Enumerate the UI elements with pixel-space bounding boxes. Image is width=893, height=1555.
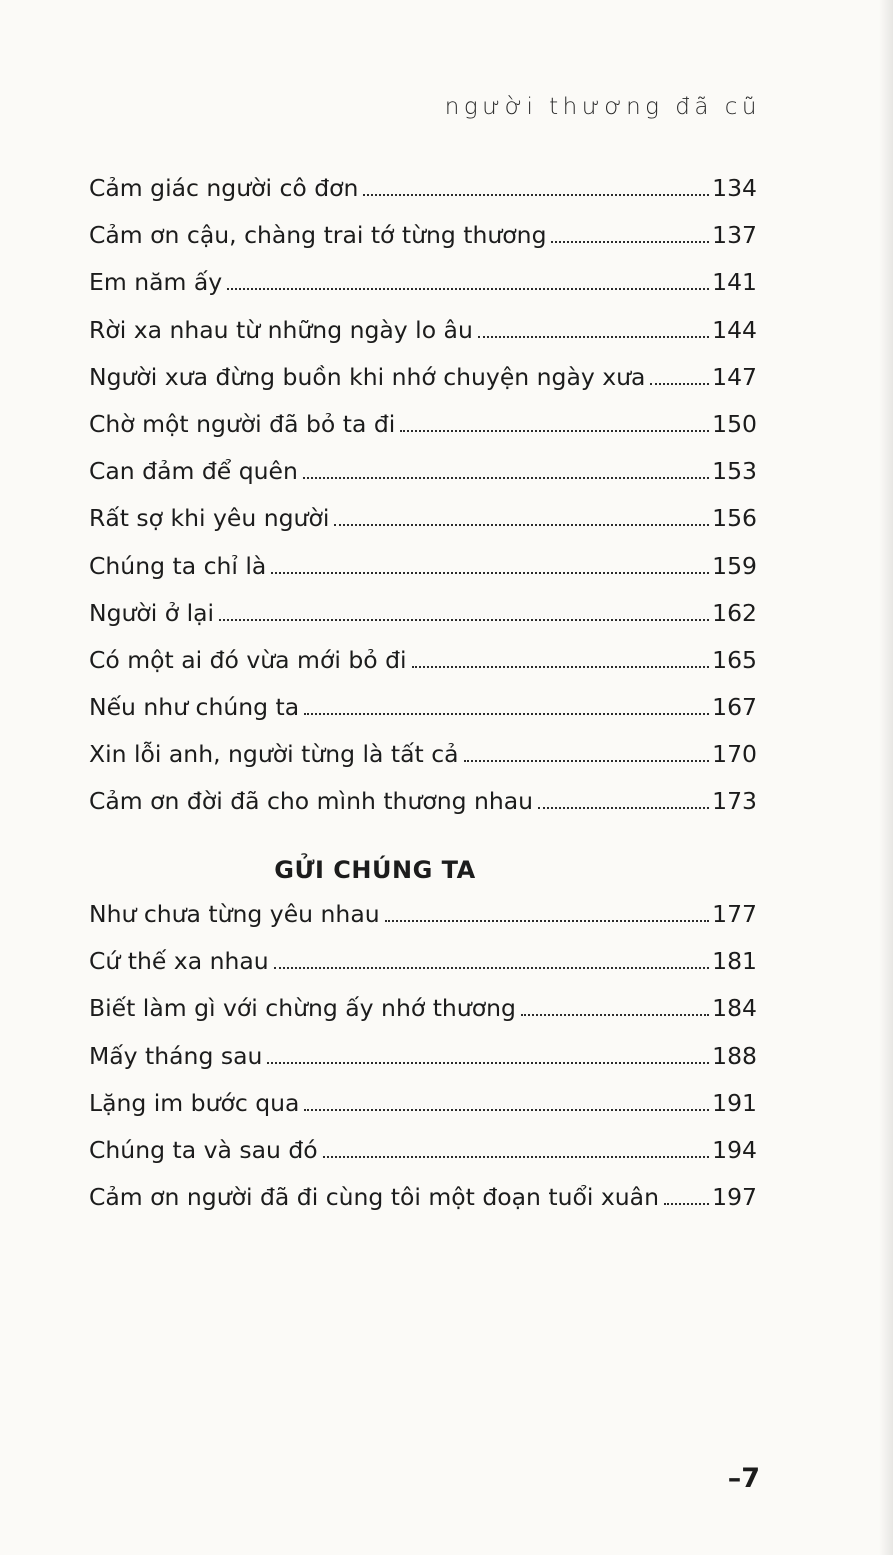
dot-leader: [551, 241, 709, 243]
toc-entry-page: 162: [712, 598, 757, 627]
toc-entry-page: 147: [712, 362, 757, 391]
toc-entry-title: Chờ một người đã bỏ ta đi: [89, 409, 396, 438]
toc-entry-title: Người xưa đừng buồn khi nhớ chuyện ngày xưa: [89, 362, 646, 391]
toc-entry-page: 194: [712, 1135, 757, 1164]
toc-entry-title: Em năm ấy: [89, 268, 223, 297]
toc-entry-title: Có một ai đó vừa mới bỏ đi: [89, 645, 407, 674]
page-number: –7: [727, 1463, 760, 1494]
section-heading: GỬI CHÚNG TA: [274, 856, 476, 884]
toc-entry-page: 156: [712, 504, 757, 533]
page-edge-shadow: [879, 0, 893, 1555]
toc-entry-page: 197: [712, 1183, 757, 1212]
toc-entry-title: Mấy tháng sau: [89, 1041, 263, 1070]
toc-entry: [89, 985, 757, 1032]
dot-leader: [219, 619, 709, 621]
dot-leader: [303, 477, 709, 479]
toc-entry: [89, 165, 757, 212]
toc-entry-title: Như chưa từng yêu nhau: [89, 900, 380, 928]
toc-entry-title: Rời xa nhau từ những ngày lo âu: [89, 315, 473, 344]
toc-entry: [89, 401, 757, 448]
dot-leader: [274, 967, 709, 969]
toc-entry-title: Cảm ơn người đã đi cùng tôi một đoạn tuổi xuân: [89, 1183, 659, 1212]
toc-entry-title: Can đảm để quên: [89, 457, 298, 486]
toc-entry-page: 134: [712, 174, 757, 202]
toc-entry-page: 153: [712, 457, 757, 486]
toc-entry-page: 181: [712, 947, 757, 976]
toc-entry: [89, 212, 757, 259]
toc-entry-title: Cảm ơn cậu, chàng trai tớ từng thương: [89, 221, 547, 250]
toc-section-one: [89, 165, 757, 826]
dot-leader: [363, 194, 709, 196]
toc-entry: [89, 1033, 757, 1080]
toc-entry-title: Cứ thế xa nhau: [89, 947, 269, 976]
dot-leader: [521, 1014, 709, 1016]
toc-entry: [89, 307, 757, 354]
toc-entry: [89, 938, 757, 985]
toc-entry-page: 150: [712, 409, 757, 438]
toc-entry-page: 177: [712, 900, 757, 928]
toc-entry-title: Người ở lại: [89, 598, 215, 627]
toc-entry-page: 137: [712, 221, 757, 250]
dot-leader: [385, 920, 710, 922]
toc-entry-title: Rất sợ khi yêu người: [89, 504, 330, 533]
toc-entry: [89, 1127, 757, 1174]
toc-entry-title: Cảm ơn đời đã cho mình thương nhau: [89, 787, 534, 816]
toc-entry: [89, 891, 757, 938]
dot-leader: [334, 524, 709, 526]
dot-leader: [271, 572, 709, 574]
toc-entry: [89, 1174, 757, 1221]
toc-entry-title: Nếu như chúng ta: [89, 693, 300, 722]
toc-entry-page: 141: [712, 268, 757, 297]
toc-entry: [89, 448, 757, 495]
toc-entry-page: 170: [712, 740, 757, 769]
toc-entry: [89, 1080, 757, 1127]
toc-entry-page: 173: [712, 787, 757, 816]
dot-leader: [478, 336, 709, 338]
toc-entry-title: Cảm giác người cô đơn: [89, 174, 359, 202]
toc-entry-title: Chúng ta và sau đó: [89, 1135, 318, 1164]
toc-entry: [89, 590, 757, 637]
dot-leader: [464, 760, 710, 762]
toc-entry: [89, 354, 757, 401]
toc-entry: [89, 684, 757, 731]
toc-entry-title: Lặng im bước qua: [89, 1088, 300, 1117]
toc-entry-page: 184: [712, 994, 757, 1023]
toc-entry-page: 159: [712, 551, 757, 580]
toc-entry-page: 167: [712, 693, 757, 722]
dot-leader: [304, 1109, 709, 1111]
toc-entry-title: Chúng ta chỉ là: [89, 551, 267, 580]
dot-leader: [664, 1203, 709, 1205]
toc-entry: [89, 637, 757, 684]
dot-leader: [650, 383, 709, 385]
toc-entry-page: 191: [712, 1088, 757, 1117]
dot-leader: [400, 430, 709, 432]
toc-entry-title: Xin lỗi anh, người từng là tất cả: [89, 740, 459, 769]
dot-leader: [412, 666, 710, 668]
toc-entry-title: Biết làm gì với chừng ấy nhớ thương: [89, 994, 516, 1023]
toc-entry: [89, 495, 757, 542]
toc-entry: [89, 731, 757, 778]
dot-leader: [538, 807, 709, 809]
dot-leader: [227, 288, 709, 290]
toc-entry-page: 144: [712, 315, 757, 344]
toc-entry: [89, 778, 757, 825]
dot-leader: [304, 713, 709, 715]
toc-entry-page: 188: [712, 1041, 757, 1070]
toc-entry: [89, 259, 757, 306]
toc-entry-page: 165: [712, 645, 757, 674]
dot-leader: [323, 1156, 709, 1158]
toc-entry: [89, 543, 757, 590]
dot-leader: [267, 1062, 709, 1064]
toc-section-two: [89, 891, 757, 1221]
running-header: người thương đã cũ: [444, 94, 761, 120]
